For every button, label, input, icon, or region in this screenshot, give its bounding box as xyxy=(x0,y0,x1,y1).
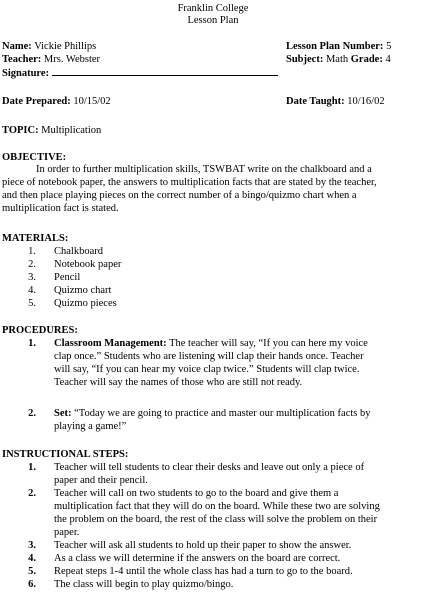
date-prepared-value: 10/15/02 xyxy=(73,96,111,107)
signature-line xyxy=(52,66,278,76)
procedure-line: Set: “Today we are going to practice and master our multiplication facts by xyxy=(54,408,371,419)
materials-heading: MATERIALS: xyxy=(2,233,69,244)
signature-row xyxy=(2,66,278,80)
material-number: 2. xyxy=(28,259,36,270)
step-line: Teacher will call on two students to go to the board and give them a xyxy=(54,488,339,499)
material-item: Pencil xyxy=(54,272,81,283)
subject-value: Math xyxy=(325,54,349,65)
date-prepared-label: Date Prepared: xyxy=(2,96,71,107)
objective-line: and then place playing pieces on the correct number of a bingo/quizmo chart when a xyxy=(2,190,357,201)
signature-label: Signature: xyxy=(2,68,50,79)
lesson-number-row xyxy=(286,40,391,53)
material-number: 1. xyxy=(28,246,36,257)
material-number: 5. xyxy=(28,298,36,309)
procedure-number: 1. xyxy=(28,338,36,349)
step-number: 5. xyxy=(28,566,36,577)
procedure-line: will say, “If you can hear my voice clap twice.” Students will clap twice. xyxy=(54,364,360,375)
name-row xyxy=(2,40,96,53)
teacher-value: Mrs. Webster xyxy=(43,54,101,65)
procedure-title: Set: xyxy=(54,408,72,419)
procedure-line: playing a game!” xyxy=(54,421,127,432)
step-line: Repeat steps 1-4 until the whole class has had a turn to go to the board. xyxy=(54,566,353,577)
date-prepared-row xyxy=(2,95,111,108)
step-number: 4. xyxy=(28,553,36,564)
procedure-number: 2. xyxy=(28,408,36,419)
name-label: Name: xyxy=(2,41,32,52)
objective-line: piece of notebook paper, the answers to multiplication facts that are stated by the teacher, xyxy=(2,177,377,188)
step-number: 3. xyxy=(28,540,36,551)
material-item: Notebook paper xyxy=(54,259,122,270)
material-number: 3. xyxy=(28,272,36,283)
name-value: Vickie Phillips xyxy=(34,41,97,52)
step-line: the problem on the board, the rest of the class will solve the problem on their xyxy=(54,514,378,525)
subject-grade-row xyxy=(286,53,391,66)
step-line: paper. xyxy=(54,527,80,538)
lesson-number-label: Lesson Plan Number: xyxy=(286,41,384,52)
topic-value: Multiplication xyxy=(41,125,102,136)
topic-row xyxy=(2,124,101,137)
procedure-line: Teacher will say the names of those who are still not ready. xyxy=(54,377,303,388)
step-number: 1. xyxy=(28,462,36,473)
material-item: Chalkboard xyxy=(54,246,103,257)
objective-line: multiplication fact is stated. xyxy=(2,203,119,214)
material-number: 4. xyxy=(28,285,36,296)
step-number: 2. xyxy=(28,488,36,499)
procedure-title: Classroom Management: xyxy=(54,338,167,349)
objective-heading: OBJECTIVE: xyxy=(2,152,67,163)
grade-value: 4 xyxy=(385,54,391,65)
procedure-line: clap once.” Students who are listening will clap their hands once. Teacher xyxy=(54,351,364,362)
date-taught-label: Date Taught: xyxy=(286,96,345,107)
subject-label: Subject: xyxy=(286,54,324,65)
procedure-line: Classroom Management: The teacher will say, “If you can here my voice xyxy=(54,338,368,349)
material-item: Quizmo pieces xyxy=(54,298,117,309)
topic-label: TOPIC: xyxy=(2,125,39,136)
material-item: Quizmo chart xyxy=(54,285,112,296)
teacher-row xyxy=(2,53,100,66)
teacher-label: Teacher: xyxy=(2,54,42,65)
step-line: The class will begin to play quizmo/bingo. xyxy=(54,579,234,590)
step-line: Teacher will tell students to clear their desks and leave out only a piece of xyxy=(54,462,365,473)
step-line: Teacher will ask all students to hold up their paper to show the answer. xyxy=(54,540,352,551)
step-line: paper and their pencil. xyxy=(54,475,148,486)
step-number: 6. xyxy=(28,579,36,590)
instructional-steps-heading: INSTRUCTIONAL STEPS: xyxy=(2,449,129,460)
step-line: multiplication fact that they will do on the board. While these two are solving xyxy=(54,501,380,512)
document-type: Lesson Plan xyxy=(187,15,239,26)
grade-label: Grade: xyxy=(350,54,383,65)
lesson-number-value: 5 xyxy=(386,41,392,52)
step-line: As a class we will determine if the answers on the board are correct. xyxy=(54,553,341,564)
objective-line: In order to further multiplication skills, TSWBAT write on the chalkboard and a xyxy=(36,164,372,175)
date-taught-value: 10/16/02 xyxy=(347,96,385,107)
college-name: Franklin College xyxy=(177,3,249,14)
procedures-heading: PROCEDURES: xyxy=(2,325,78,336)
date-taught-row xyxy=(286,95,385,108)
